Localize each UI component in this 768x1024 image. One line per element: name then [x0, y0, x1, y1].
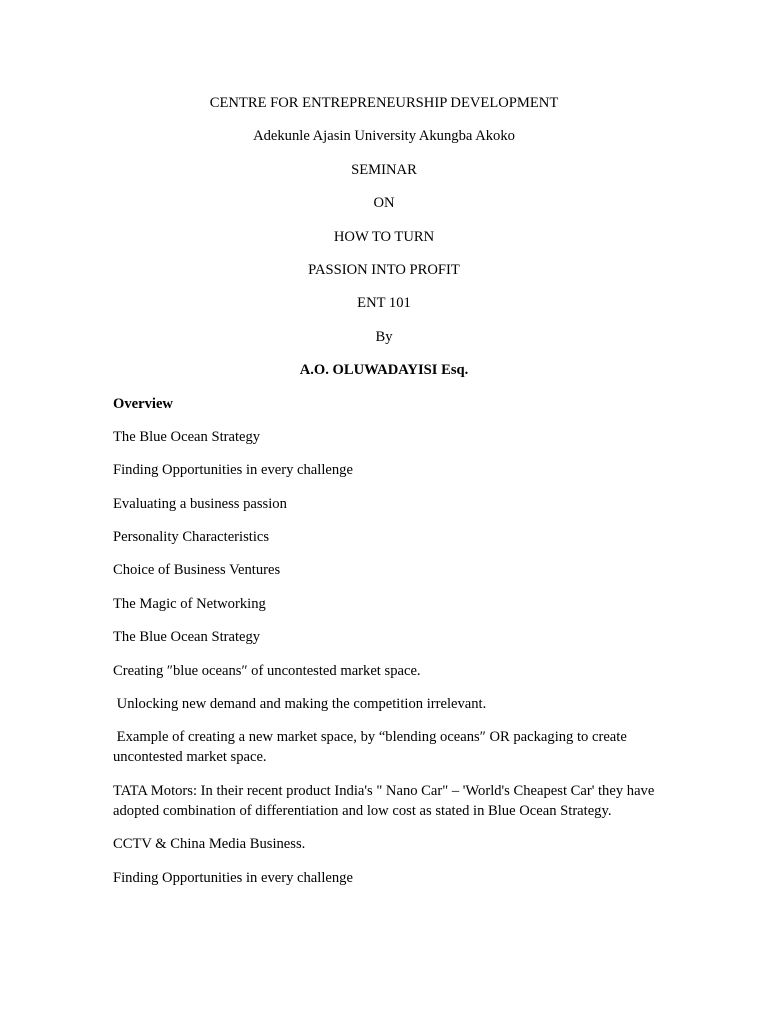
finding-opportunities-heading: Finding Opportunities in every challenge: [113, 869, 353, 886]
overview-item: Personality Characteristics: [113, 529, 270, 546]
topic-line-2: PASSION INTO PROFIT: [308, 261, 460, 278]
author-name: A.O. OLUWADAYISI Esq.: [299, 362, 469, 379]
institution-name: CENTRE FOR ENTREPRENEURSHIP DEVELOPMENT: [209, 95, 559, 111]
blue-ocean-paragraph: TATA Motors: In their recent product India's " Nano Car" – 'World's Cheapest Car' they have adopted combination of differentiation and low cost as stated in Blue Ocean Strategy.: [113, 782, 655, 819]
blue-ocean-paragraph: Example of creating a new market space, by “blending oceans″ OR packaging to create uncontested market space.: [113, 729, 631, 766]
blue-ocean-paragraph: CCTV & China Media Business.: [113, 836, 306, 853]
overview-item: The Magic of Networking: [113, 595, 266, 612]
on-label: ON: [373, 195, 395, 212]
overview-item: Choice of Business Ventures: [113, 562, 281, 579]
overview-item: Evaluating a business passion: [113, 495, 287, 512]
university-name: Adekunle Ajasin University Akungba Akoko: [253, 128, 515, 145]
blue-ocean-heading: The Blue Ocean Strategy: [113, 629, 261, 646]
seminar-label: SEMINAR: [351, 161, 417, 178]
topic-line-1: HOW TO TURN: [333, 228, 435, 245]
overview-heading: Overview: [113, 395, 173, 412]
blue-ocean-paragraph: Unlocking new demand and making the competition irrelevant.: [113, 696, 487, 713]
overview-item: The Blue Ocean Strategy: [113, 428, 261, 445]
blue-ocean-paragraph: Creating ″blue oceans″ of uncontested market space.: [113, 662, 421, 679]
by-label: By: [375, 328, 393, 345]
overview-item: Finding Opportunities in every challenge: [113, 462, 353, 479]
title-block: [90, 93, 678, 380]
course-code: ENT 101: [357, 295, 411, 312]
